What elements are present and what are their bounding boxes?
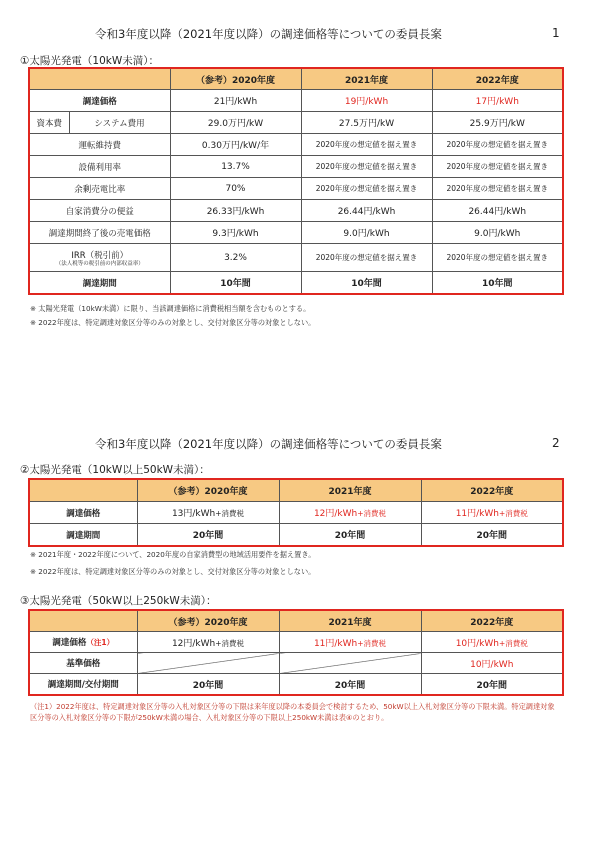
table-row [29,222,563,244]
tax-suffix: +消費税 [499,638,528,648]
cell-2021: 20年間 [279,524,421,547]
cell-2021: 10年間 [301,272,432,295]
page2-note-a-2: ※ 2022年度は、特定調達対象区分等のみの対象とし、交付対象区分等の対象としない。 [30,567,316,576]
table-row [29,653,563,674]
tax-suffix: +消費税 [215,638,245,648]
header-2020: （参考）2020年度 [137,610,279,632]
page1-note-1: ※ 太陽光発電（10kW未満）に限り、当該調達価格に消費税相当額を含むものとする。 [30,304,311,313]
value: 10円/kWh [455,638,499,649]
table-row [29,244,563,272]
table-row [29,502,563,524]
cell-2020: 20年間 [137,674,279,696]
cell-2021: 20年間 [279,674,421,696]
table-row [29,674,563,696]
cell-2022 [421,502,563,524]
row-label-procure-price: 調達価格 [29,502,137,524]
header-2022: 2022年度 [421,479,563,502]
label: 調達価格 [52,638,87,648]
row-label-period: 調達期間 [29,524,137,547]
cell-2021: 27.5万円/kW [301,112,432,134]
note-ref: （注1） [86,638,115,647]
value: 13円/kWh [171,509,216,519]
cell-2020: 0.30万円/kW/年 [170,134,301,156]
cell-2020: 26.33円/kWh [170,200,301,222]
table-row [29,632,563,653]
cell-2021: 2020年度の想定値を据え置き [301,244,432,272]
cell-2021-na [279,653,421,674]
row-label-capex-group: 資本費 [29,112,69,134]
cell-2021: 2020年度の想定値を据え置き [301,156,432,178]
row-label-capacity: 設備利用率 [29,156,170,178]
cell-2022: 9.0円/kWh [432,222,563,244]
row-label-opex: 運転維持費 [29,134,170,156]
header-2020: （参考）2020年度 [137,479,279,502]
cell-2022: 2020年度の想定値を据え置き [432,156,563,178]
table-row [29,90,563,112]
cell-2021: 2020年度の想定値を据え置き [301,134,432,156]
tax-suffix: +消費税 [215,509,245,518]
cell-2022 [421,632,563,653]
value: 11円/kWh [455,509,499,519]
cell-2021 [279,502,421,524]
header-2022: 2022年度 [421,610,563,632]
cell-2022: 10年間 [432,272,563,295]
row-label-procure-price [29,632,137,653]
row-label-post-price: 調達期間終了後の売電価格 [29,222,170,244]
cell-2020: 13.7% [170,156,301,178]
cell-2020 [137,502,279,524]
cell-2020: 3.2% [170,244,301,272]
tax-suffix: +消費税 [357,638,387,648]
header-2022: 2022年度 [432,68,563,90]
cell-2021: 26.44円/kWh [301,200,432,222]
cell-2022: 10円/kWh [421,653,563,674]
page1-title: 令和3年度以降（2021年度以降）の調達価格等についての委員長案 [95,27,442,41]
row-label-selfuse: 自家消費分の便益 [29,200,170,222]
header-2020: （参考）2020年度 [170,68,301,90]
row-label-period: 調達期間/交付期間 [29,674,137,696]
page2-section-b-heading: ③太陽光発電（50kW以上250kW未満）： [20,595,217,607]
cell-2021: 9.0円/kWh [301,222,432,244]
cell-2022: 26.44円/kWh [432,200,563,222]
cell-2022: 17円/kWh [432,90,563,112]
fit-table-10-50kw [28,478,564,547]
header-blank [29,610,137,632]
page1-number: 1 [552,26,560,40]
cell-2020 [137,632,279,653]
cell-2022: 2020年度の想定値を据え置き [432,244,563,272]
cell-2020: 70% [170,178,301,200]
cell-2020: 9.3円/kWh [170,222,301,244]
row-label-irr [29,244,170,272]
fit-table-50-250kw [28,609,564,696]
page1-note-2: ※ 2022年度は、特定調達対象区分等のみの対象とし、交付対象区分等の対象としない。 [30,318,316,327]
value: 12円/kWh [171,638,216,649]
row-label-surplus: 余剰売電比率 [29,178,170,200]
page2-title: 令和3年度以降（2021年度以降）の調達価格等についての委員長案 [95,437,442,451]
header-blank [29,479,137,502]
table-row [29,272,563,295]
cell-2022: 2020年度の想定値を据え置き [432,134,563,156]
cell-2020-na [137,653,279,674]
table-row [29,112,563,134]
cell-2020: 29.0万円/kW [170,112,301,134]
row-label-period: 調達期間 [29,272,170,295]
table-row [29,178,563,200]
value: 12円/kWh [313,509,358,519]
cell-2020: 10年間 [170,272,301,295]
row-label-base-price: 基準価格 [29,653,137,674]
cell-2022: 20年間 [421,524,563,547]
cell-2021: 19円/kWh [301,90,432,112]
row-label-system-cost: システム費用 [69,112,170,134]
table-row [29,524,563,547]
cell-2021: 2020年度の想定値を据え置き [301,178,432,200]
table-row [29,200,563,222]
page2-number: 2 [552,436,560,450]
header-blank [29,68,170,90]
irr-label: IRR（税引前） [71,250,129,261]
value: 11円/kWh [313,638,358,649]
page1-section-heading: ①太陽光発電（10kW未満）： [20,55,159,67]
table-row [29,134,563,156]
row-label-procure-price: 調達価格 [29,90,170,112]
fit-table-residential [28,67,564,295]
cell-2022: 2020年度の想定値を据え置き [432,178,563,200]
cell-2020: 20年間 [137,524,279,547]
cell-2021 [279,632,421,653]
page2-note-b: （注1）2022年度は、特定調達対象区分等の入札対象区分等の下限は来年度以降の本委員会で検討するため、50kW以上入札対象区分等の下限未満。特定調達対象区分等の入札対象区分等の下限が250kW未満の場合、入札対象区分等の下限以上250kW未満は表④のとおり。 [30,702,555,722]
cell-2020: 21円/kWh [170,90,301,112]
header-2021: 2021年度 [279,479,421,502]
page2-section-a-heading: ②太陽光発電（10kW以上50kW未満）： [20,464,210,476]
cell-2022: 25.9万円/kW [432,112,563,134]
irr-sublabel: （法人税等の税引前の内部収益率） [55,260,144,267]
header-2021: 2021年度 [279,610,421,632]
header-2021: 2021年度 [301,68,432,90]
cell-2022: 20年間 [421,674,563,696]
page2-note-a-1: ※ 2021年度・2022年度について、2020年度の自家消費型の地域活用要件を据え置き。 [30,550,316,559]
tax-suffix: +消費税 [357,509,387,518]
table-row [29,156,563,178]
tax-suffix: +消費税 [499,509,528,518]
